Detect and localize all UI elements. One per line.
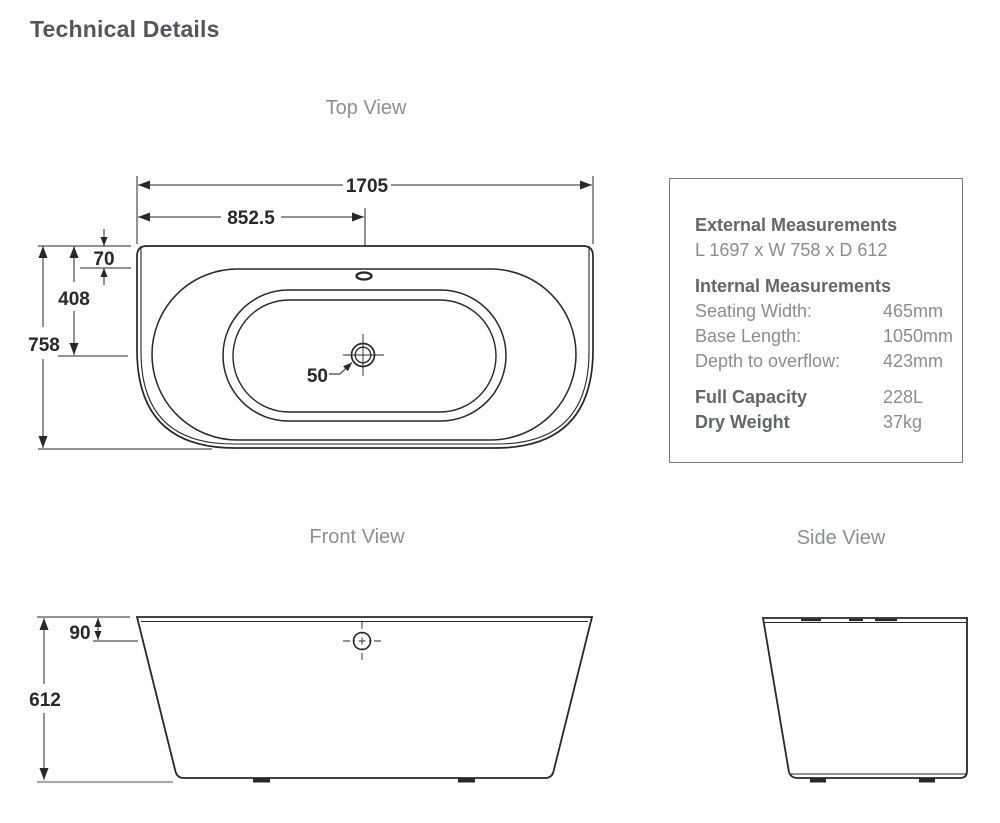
- overflow-slot: [357, 273, 372, 280]
- spec-label: Dry Weight: [695, 412, 790, 432]
- front-view-drawing: [29, 617, 592, 783]
- page-title: Technical Details: [30, 16, 220, 42]
- dim-text-overall-width: 758: [28, 335, 60, 356]
- spec-label: Base Length:: [695, 326, 802, 346]
- tub-rim-inner-edge: [152, 269, 576, 440]
- internal-measurements-heading: Internal Measurements: [695, 276, 892, 296]
- side-view-label: Side View: [796, 527, 886, 549]
- external-measurements-heading: External Measurements: [695, 215, 898, 235]
- dim-text-center-from-end: 852.5: [227, 208, 275, 229]
- spec-value: 228L: [883, 387, 924, 407]
- external-measurements-value: L 1697 x W 758 x D 612: [695, 240, 888, 260]
- spec-value: 465mm: [883, 301, 944, 321]
- tub-basin-base-edge: [233, 300, 496, 412]
- spec-label: Depth to overflow:: [695, 351, 841, 371]
- dim-text-overall-height: 612: [29, 690, 61, 711]
- side-foot-left: [810, 778, 826, 783]
- tub-basin-top-edge: [223, 290, 506, 421]
- side-foot-right: [919, 778, 935, 783]
- top-view-drawing: [28, 176, 593, 449]
- spec-value: 37kg: [883, 412, 923, 432]
- spec-value: 423mm: [883, 351, 944, 371]
- dim-text-rim-depth: 90: [69, 623, 91, 644]
- top-view-label: Top View: [325, 97, 407, 119]
- front-foot-right: [458, 778, 475, 783]
- front-view-label: Front View: [309, 526, 405, 548]
- front-foot-left: [253, 778, 270, 783]
- dim-text-overall-length: 1705: [345, 176, 389, 197]
- side-view-drawing: [763, 618, 967, 783]
- dim-text-waste-from-back: 408: [58, 289, 90, 310]
- dim-text-rim-to-inner: 70: [93, 249, 115, 270]
- spec-label: Seating Width:: [695, 301, 813, 321]
- spec-value: 1050mm: [883, 326, 954, 346]
- leader-line-50: [340, 363, 352, 375]
- side-outline: [763, 618, 967, 778]
- spec-label: Full Capacity: [695, 387, 808, 407]
- dim-text-waste-diameter: 50: [306, 366, 328, 387]
